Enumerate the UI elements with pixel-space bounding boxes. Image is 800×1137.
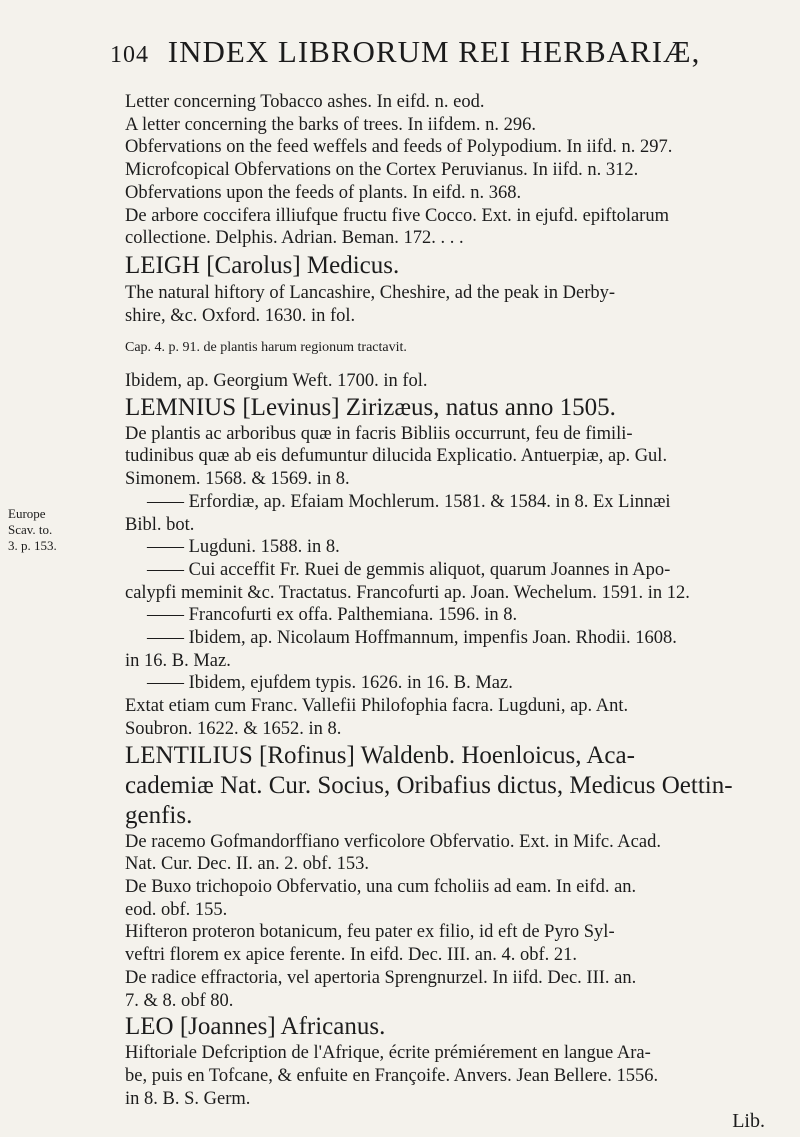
text-line: —— Francofurti ex offa. Palthemiana. 1596. in 8. bbox=[147, 605, 518, 626]
text-line: in 8. B. S. Germ. bbox=[125, 1088, 251, 1109]
text-line: De arbore coccifera illiufque fructu five Cocco. Ext. in ejufd. epiftolarum bbox=[125, 205, 669, 226]
text-line: De racemo Gofmandorffiano verficolore Obfervatio. Ext. in Mifc. Acad. bbox=[125, 831, 661, 852]
text-line: LEIGH [Carolus] Medicus. bbox=[125, 251, 400, 279]
text-line: —— Erfordiæ, ap. Efaiam Mochlerum. 1581. & 1584. in 8. Ex Linnæi bbox=[147, 491, 671, 512]
margin-note-line: 3. p. 153. bbox=[8, 538, 57, 553]
text-line: veftri florem ex apice ferente. In eifd. Dec. III. an. 4. obf. 21. bbox=[125, 945, 578, 966]
margin-note-line: Scav. to. bbox=[8, 522, 53, 537]
text-line: LENTILIUS [Rofinus] Waldenb. Hoenloicus, Aca- bbox=[125, 741, 635, 769]
text-line: Obfervations upon the feeds of plants. In eifd. n. 368. bbox=[125, 182, 522, 203]
text-line: De plantis ac arboribus quæ in facris Bibliis occurrunt, feu de fimili- bbox=[125, 423, 633, 444]
text-line: Microfcopical Obfervations on the Cortex Peruvianus. In iifd. n. 312. bbox=[125, 160, 639, 181]
running-header bbox=[110, 34, 780, 70]
text-line: eod. obf. 155. bbox=[125, 899, 228, 920]
index-body bbox=[125, 91, 775, 1133]
page-number: 104 bbox=[110, 42, 149, 68]
text-line: Soubron. 1622. & 1652. in 8. bbox=[125, 718, 342, 739]
text-line: Letter concerning Tobacco ashes. In eifd. n. eod. bbox=[125, 92, 485, 112]
text-line: collectione. Delphis. Adrian. Beman. 172. . . . bbox=[125, 228, 464, 249]
text-line: Nat. Cur. Dec. II. an. 2. obf. 153. bbox=[125, 854, 370, 875]
text-line: LEMNIUS [Levinus] Zirizæus, natus anno 1505. bbox=[125, 393, 616, 421]
text-line: Ibidem, ap. Georgium Weft. 1700. in fol. bbox=[125, 371, 428, 392]
text-line: A letter concerning the barks of trees. In iifdem. n. 296. bbox=[125, 114, 536, 135]
text-line: —— Ibidem, ejufdem typis. 1626. in 16. B. Maz. bbox=[147, 673, 513, 694]
text-line: Hifteron proteron botanicum, feu pater ex filio, id eft de Pyro Syl- bbox=[125, 922, 615, 943]
text-line: Simonem. 1568. & 1569. in 8. bbox=[125, 469, 350, 490]
text-line: Bibl. bot. bbox=[125, 514, 195, 535]
text-line: calypfi meminit &c. Tractatus. Francofurti ap. Joan. Wechelum. 1591. in 12. bbox=[125, 582, 690, 603]
text-line: LEO [Joannes] Africanus. bbox=[125, 1013, 386, 1041]
margin-note bbox=[8, 506, 58, 554]
header-title: INDEX LIBRORUM REI HERBARIÆ, bbox=[167, 34, 701, 69]
text-line: The natural hiftory of Lancashire, Cheshire, ad the peak in Derby- bbox=[125, 282, 616, 303]
text-line: De radice effractoria, vel apertoria Sprengnurzel. In iifd. Dec. III. an. bbox=[125, 967, 637, 988]
text-line: cademiæ Nat. Cur. Socius, Oribafius dictus, Medicus Oettin- bbox=[125, 771, 733, 799]
text-line: tudinibus quæ ab eis defumuntur dilucida Explicatio. Antuerpiæ, ap. Gul. bbox=[125, 446, 668, 467]
catchword: Lib. bbox=[732, 1110, 765, 1133]
text-line: De Buxo trichopoio Obfervatio, una cum fcholiis ad eam. In eifd. an. bbox=[125, 876, 637, 897]
margin-note-line: Europe bbox=[8, 506, 46, 521]
text-line: —— Ibidem, ap. Nicolaum Hoffmannum, impenfis Joan. Rhodii. 1608. bbox=[147, 628, 677, 649]
text-line: shire, &c. Oxford. 1630. in fol. bbox=[125, 305, 356, 326]
text-line: —— Lugduni. 1588. in 8. bbox=[147, 537, 340, 558]
text-line: genfis. bbox=[125, 801, 193, 829]
text-line: Extat etiam cum Franc. Vallefii Philofophia facra. Lugduni, ap. Ant. bbox=[125, 696, 629, 717]
text-line: in 16. B. Maz. bbox=[125, 650, 231, 671]
text-line: Cap. 4. p. 91. de plantis harum regionum tractavit. bbox=[125, 340, 407, 356]
text-line: be, puis en Tofcane, & enfuite en Françoife. Anvers. Jean Bellere. 1556. bbox=[125, 1065, 659, 1086]
text-line: 7. & 8. obf 80. bbox=[125, 990, 234, 1011]
text-line: Hiftoriale Defcription de l'Afrique, écrite prémiérement en langue Ara- bbox=[125, 1043, 651, 1064]
text-line: —— Cui acceffit Fr. Ruei de gemmis aliquot, quarum Joannes in Apo- bbox=[147, 559, 671, 580]
text-line: Obfervations on the feed weffels and feeds of Polypodium. In iifd. n. 297. bbox=[125, 137, 673, 158]
